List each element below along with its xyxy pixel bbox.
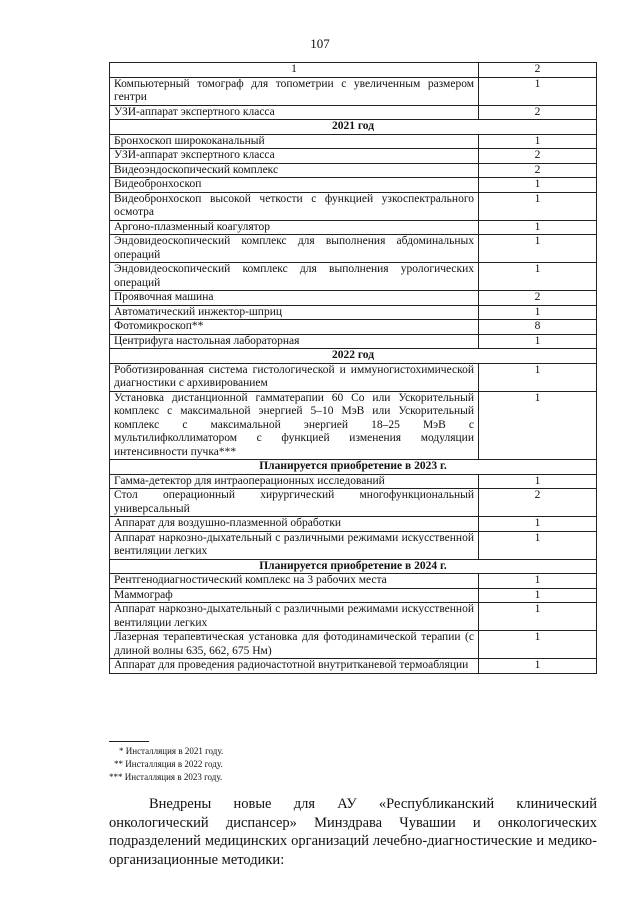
equipment-quantity: 2	[479, 105, 597, 120]
table-row	[110, 659, 597, 674]
table-row	[110, 603, 597, 631]
equipment-quantity: 1	[479, 77, 597, 105]
footnotes	[109, 745, 223, 784]
table-row	[110, 77, 597, 105]
section-title: 2021 год	[110, 120, 597, 135]
equipment-name: Автоматический инжектор-шприц	[110, 305, 479, 320]
header-col-1: 1	[110, 63, 479, 78]
table-row	[110, 163, 597, 178]
equipment-name: Центрифуга настольная лабораторная	[110, 334, 479, 349]
equipment-name: Аргоно-плазменный коагулятор	[110, 220, 479, 235]
section-row	[110, 559, 597, 574]
equipment-quantity: 1	[479, 517, 597, 532]
table-row	[110, 305, 597, 320]
footnote-divider	[109, 741, 149, 742]
equipment-name: Аппарат для проведения радиочастотной внутритканевой термоабляции	[110, 659, 479, 674]
equipment-quantity: 1	[479, 631, 597, 659]
equipment-quantity: 1	[479, 220, 597, 235]
table-row	[110, 263, 597, 291]
equipment-name: Проявочная машина	[110, 291, 479, 306]
equipment-quantity: 2	[479, 291, 597, 306]
table-row	[110, 391, 597, 460]
equipment-name: Гамма-детектор для интраоперационных исследований	[110, 474, 479, 489]
equipment-quantity: 2	[479, 163, 597, 178]
equipment-name: Аппарат наркозно-дыхательный с различными режимами искусственной вентиляции легких	[110, 603, 479, 631]
equipment-quantity: 1	[479, 363, 597, 391]
equipment-quantity: 8	[479, 320, 597, 335]
table-row	[110, 192, 597, 220]
equipment-quantity: 1	[479, 391, 597, 460]
table-header-row	[110, 63, 597, 78]
table-row	[110, 474, 597, 489]
table-row	[110, 588, 597, 603]
equipment-name: Компьютерный томограф для топометрии с увеличенным размером гентри	[110, 77, 479, 105]
equipment-name: Рентгенодиагностический комплекс на 3 рабочих места	[110, 574, 479, 589]
table-row	[110, 574, 597, 589]
equipment-quantity: 1	[479, 235, 597, 263]
table-row	[110, 489, 597, 517]
equipment-name: Установка дистанционной гамматерапии 60 Со или Ускорительный комплекс с максимальной энергией 5–10 МэВ или Ускорительный комплекс с максимальной энергией 18–25 МэВ с мультилифколлиматором с функцией изменения модуляции интенсивности пучка***	[110, 391, 479, 460]
equipment-name: Роботизированная система гистологической и иммуногистохимической диагностики с архивированием	[110, 363, 479, 391]
equipment-quantity: 1	[479, 134, 597, 149]
equipment-quantity: 1	[479, 192, 597, 220]
section-title: Планируется приобретение в 2023 г.	[110, 460, 597, 475]
equipment-name: Аппарат наркозно-дыхательный с различными режимами искусственной вентиляции легких	[110, 531, 479, 559]
equipment-quantity: 1	[479, 474, 597, 489]
equipment-table	[109, 62, 597, 674]
equipment-name: УЗИ-аппарат экспертного класса	[110, 105, 479, 120]
equipment-quantity: 2	[479, 489, 597, 517]
section-title: 2022 год	[110, 349, 597, 364]
equipment-name: Видеобронхоскоп высокой четкости с функцией узкоспектрального осмотра	[110, 192, 479, 220]
section-row	[110, 120, 597, 135]
equipment-quantity: 1	[479, 263, 597, 291]
table-row	[110, 363, 597, 391]
table-row	[110, 149, 597, 164]
equipment-name: Аппарат для воздушно-плазменной обработки	[110, 517, 479, 532]
header-col-2: 2	[479, 63, 597, 78]
equipment-name: Лазерная терапевтическая установка для фотодинамической терапии (с длиной волны 635, 662, 675 Нм)	[110, 631, 479, 659]
footnote: *** Инсталляция в 2023 году.	[109, 772, 223, 782]
section-title: Планируется приобретение в 2024 г.	[110, 559, 597, 574]
equipment-name: Эндовидеоскопический комплекс для выполнения урологических операций	[110, 263, 479, 291]
equipment-quantity: 1	[479, 659, 597, 674]
table-row	[110, 178, 597, 193]
table-row	[110, 220, 597, 235]
footnote: ** Инсталляция в 2022 году.	[114, 759, 223, 769]
table-row	[110, 291, 597, 306]
table-row	[110, 134, 597, 149]
equipment-name: УЗИ-аппарат экспертного класса	[110, 149, 479, 164]
body-paragraph: Внедрены новые для АУ «Республиканский клинический онкологический диспансер» Минздрава Чувашии и онкологических подразделений медицинских организаций лечебно-диагностические и медико-организационные методики:	[109, 796, 597, 868]
equipment-name: Стол операционный хирургический многофункциональный универсальный	[110, 489, 479, 517]
table-row	[110, 531, 597, 559]
equipment-quantity: 1	[479, 531, 597, 559]
equipment-quantity: 1	[479, 178, 597, 193]
table-row	[110, 235, 597, 263]
equipment-quantity: 1	[479, 334, 597, 349]
page-number: 107	[310, 36, 330, 51]
footnote: * Инсталляция в 2021 году.	[119, 746, 224, 756]
equipment-quantity: 2	[479, 149, 597, 164]
table-row	[110, 334, 597, 349]
section-row	[110, 460, 597, 475]
equipment-name: Эндовидеоскопический комплекс для выполнения абдоминальных операций	[110, 235, 479, 263]
equipment-quantity: 1	[479, 603, 597, 631]
section-row	[110, 349, 597, 364]
equipment-quantity: 1	[479, 574, 597, 589]
equipment-name: Видеоэндоскопический комплекс	[110, 163, 479, 178]
table-row	[110, 105, 597, 120]
table-row	[110, 320, 597, 335]
table-row	[110, 631, 597, 659]
table-row	[110, 517, 597, 532]
equipment-name: Видеобронхоскоп	[110, 178, 479, 193]
equipment-name: Фотомикроскоп**	[110, 320, 479, 335]
equipment-name: Бронхоскоп ширококанальный	[110, 134, 479, 149]
equipment-quantity: 1	[479, 588, 597, 603]
equipment-quantity: 1	[479, 305, 597, 320]
equipment-name: Маммограф	[110, 588, 479, 603]
